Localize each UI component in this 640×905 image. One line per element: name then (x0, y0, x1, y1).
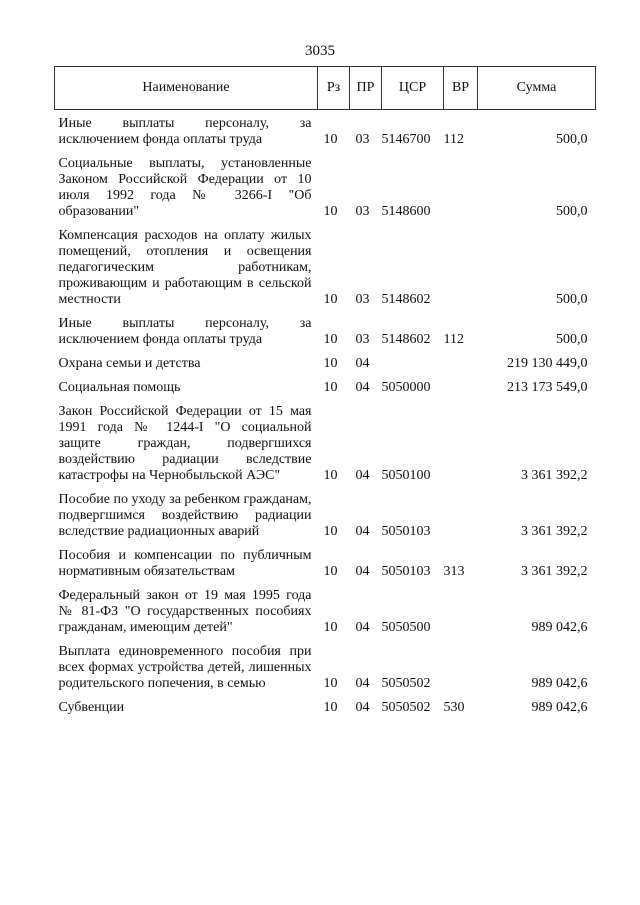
cell-csr: 5050500 (381, 620, 431, 635)
table-row (55, 542, 596, 582)
cell-name: Охрана семьи и детства (58, 356, 201, 371)
cell-sum: 500,0 (556, 332, 588, 347)
cell-rz: 10 (323, 468, 338, 483)
table-row (55, 638, 596, 694)
table-row (55, 222, 596, 310)
cell-pr: 03 (355, 332, 370, 347)
cell-name: Федеральный закон от 19 мая 1995 года № 81-ФЗ "О государственных пособиях гражданам, имеющим детей" (58, 588, 312, 635)
table-row (55, 486, 596, 542)
cell-rz: 10 (323, 380, 338, 395)
cell-name: Субвенции (58, 700, 125, 715)
cell-vr: 112 (443, 132, 464, 147)
cell-name: Иные выплаты персоналу, за исключением фонда оплаты труда (58, 116, 312, 147)
cell-name: Компенсация расходов на оплату жилых помещений, отопления и освещения педагогическим работникам, проживающим и работающим в сельской местности (58, 228, 312, 307)
cell-sum: 3 361 392,2 (521, 524, 588, 539)
header-rz: Рз (318, 67, 350, 110)
cell-pr: 03 (355, 132, 370, 147)
cell-vr (444, 486, 478, 542)
cell-csr: 5148602 (381, 292, 431, 307)
table-header-row (55, 67, 596, 110)
cell-sum: 219 130 449,0 (507, 356, 588, 371)
cell-vr: 112 (443, 332, 464, 347)
cell-rz: 10 (323, 524, 338, 539)
cell-pr: 04 (355, 564, 370, 579)
cell-rz: 10 (323, 204, 338, 219)
cell-pr: 04 (355, 676, 370, 691)
cell-name: Иные выплаты персоналу, за исключением фонда оплаты труда (58, 316, 312, 347)
page-number: 3035 (305, 43, 335, 59)
table-row (55, 374, 596, 398)
cell-vr (444, 150, 478, 222)
cell-vr (444, 374, 478, 398)
budget-table (54, 66, 596, 718)
cell-csr: 5148602 (381, 332, 431, 347)
cell-sum: 500,0 (556, 132, 588, 147)
cell-rz: 10 (323, 620, 338, 635)
table-row (55, 350, 596, 374)
cell-name: Социальные выплаты, установленные Законом Российской Федерации от 10 июля 1992 года № 3266-I "Об образовании" (58, 156, 312, 219)
table-row (55, 150, 596, 222)
cell-sum: 989 042,6 (531, 700, 588, 715)
header-pr: ПР (350, 67, 382, 110)
cell-name: Пособия и компенсации по публичным нормативным обязательствам (58, 548, 312, 579)
cell-csr: 5146700 (381, 132, 431, 147)
cell-pr: 04 (355, 468, 370, 483)
cell-sum: 3 361 392,2 (521, 468, 588, 483)
table-body (55, 110, 596, 719)
cell-vr (444, 222, 478, 310)
cell-pr: 04 (355, 700, 370, 715)
cell-rz: 10 (323, 132, 338, 147)
cell-pr: 03 (355, 292, 370, 307)
table-row (55, 582, 596, 638)
cell-csr: 5050000 (381, 380, 431, 395)
cell-vr: 313 (443, 564, 465, 579)
cell-rz: 10 (323, 564, 338, 579)
header-sum: Сумма (478, 67, 596, 110)
cell-sum: 989 042,6 (531, 676, 588, 691)
cell-name: Пособие по уходу за ребенком гражданам, подвергшимся воздействию радиации вследствие радиационных аварий (58, 492, 312, 539)
cell-sum: 213 173 549,0 (507, 380, 588, 395)
header-vr: ВР (444, 67, 478, 110)
cell-csr: 5050502 (381, 676, 431, 691)
cell-pr: 04 (355, 356, 370, 371)
cell-pr: 03 (355, 204, 370, 219)
cell-name: Социальная помощь (58, 380, 181, 395)
cell-vr (444, 638, 478, 694)
cell-csr: 5148600 (381, 204, 431, 219)
cell-rz: 10 (323, 676, 338, 691)
cell-csr: 5050103 (381, 524, 431, 539)
cell-csr: 5050103 (381, 564, 431, 579)
header-csr: ЦСР (382, 67, 444, 110)
cell-sum: 3 361 392,2 (521, 564, 588, 579)
cell-csr (382, 350, 444, 374)
cell-csr: 5050100 (381, 468, 431, 483)
cell-sum: 989 042,6 (531, 620, 588, 635)
cell-vr (444, 398, 478, 486)
table-row (55, 310, 596, 350)
cell-vr: 530 (443, 700, 465, 715)
cell-csr: 5050502 (381, 700, 431, 715)
cell-name: Выплата единовременного пособия при всех формах устройства детей, лишенных родительского попечения, в семью (58, 644, 312, 691)
cell-rz: 10 (323, 332, 338, 347)
table-row (55, 110, 596, 151)
cell-pr: 04 (355, 380, 370, 395)
header-name: Наименование (55, 67, 318, 110)
cell-name: Закон Российской Федерации от 15 мая 1991 года № 1244-I "О социальной защите граждан, подвергшихся воздействию радиации вследствие катастрофы на Чернобыльской АЭС" (58, 404, 312, 483)
cell-vr (444, 350, 478, 374)
cell-rz: 10 (323, 292, 338, 307)
cell-pr: 04 (355, 524, 370, 539)
cell-rz: 10 (323, 356, 338, 371)
cell-rz: 10 (323, 700, 338, 715)
table-row (55, 398, 596, 486)
cell-pr: 04 (355, 620, 370, 635)
cell-sum: 500,0 (556, 204, 588, 219)
cell-vr (444, 582, 478, 638)
table-row (55, 694, 596, 718)
cell-sum: 500,0 (556, 292, 588, 307)
